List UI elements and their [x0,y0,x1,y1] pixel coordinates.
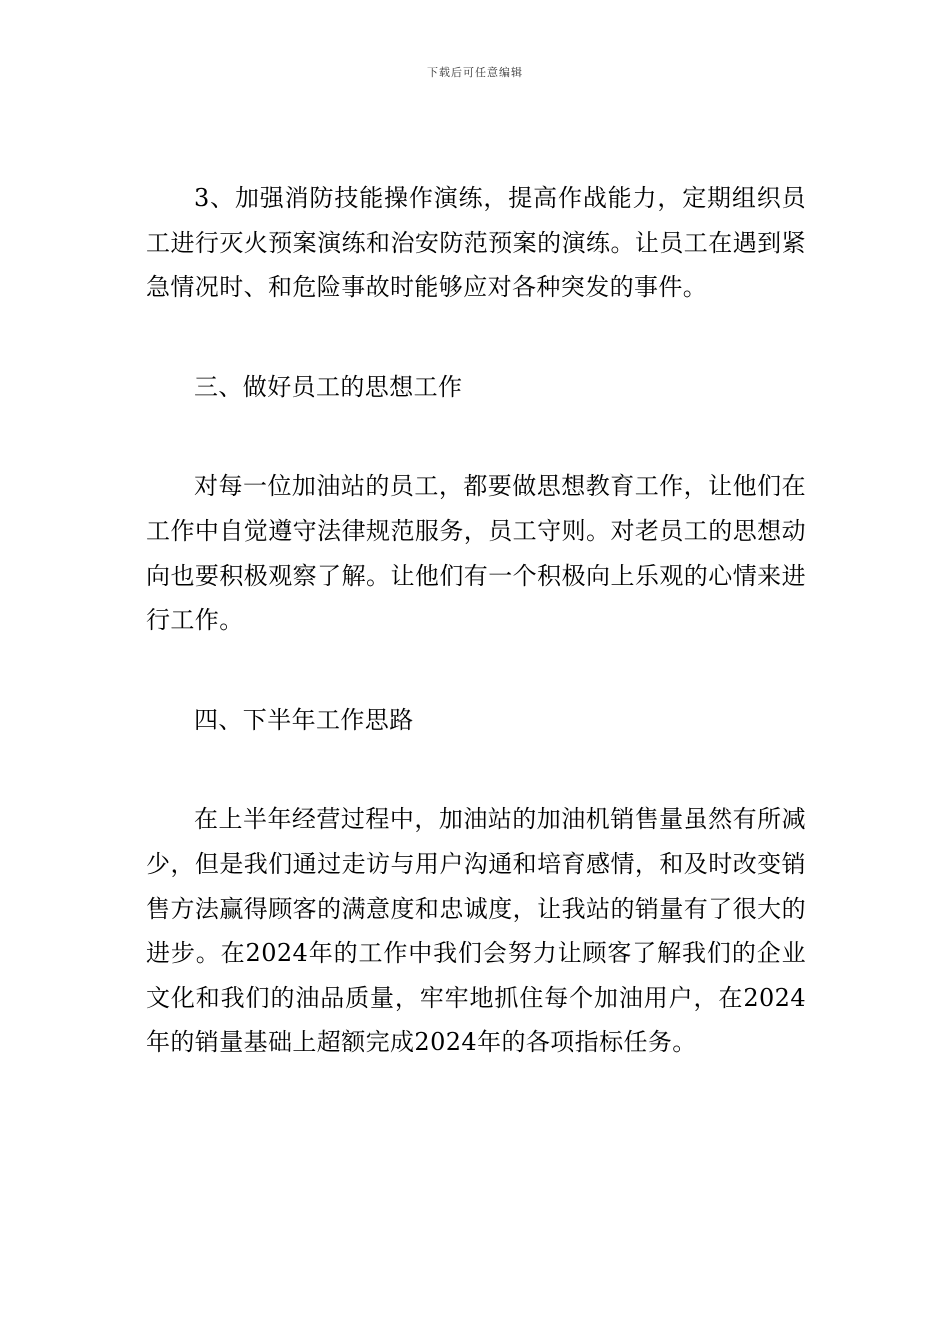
paragraph-staff-education: 对每一位加油站的员工，都要做思想教育工作，让他们在工作中自觉遵守法律规范服务，员工守则。对老员工的思想动向也要积极观察了解。让他们有一个积极向上乐观的心情来进行工作。 [146,472,806,635]
paragraph-spacer [146,409,806,464]
paragraph-spacer [146,742,806,797]
paragraph-work-plan: 在上半年经营过程中，加油站的加油机销售量虽然有所减少，但是我们通过走访与用户沟通和培育感情，和及时改变销售方法赢得顾客的满意度和忠诚度，让我站的销量有了很大的进步。在2024年的工作中我们会努力让顾客了解我们的企业文化和我们的油品质量，牢牢地抓住每个加油用户，在2024年的销量基础上超额完成2024年的各项指标任务。 [146,805,806,1057]
document-body [146,176,806,1065]
section-heading-four: 四、下半年工作思路 [194,705,414,734]
paragraph-spacer [146,643,806,698]
page-header: 下载后可任意编辑 [427,66,523,79]
section-heading-three: 三、做好员工的思想工作 [194,372,463,401]
paragraph-fire-drill: 3、加强消防技能操作演练，提高作战能力，定期组织员工进行灭火预案演练和治安防范预案的演练。让员工在遇到紧急情况时、和危险事故时能够应对各种突发的事件。 [146,184,806,302]
paragraph-spacer [146,310,806,365]
